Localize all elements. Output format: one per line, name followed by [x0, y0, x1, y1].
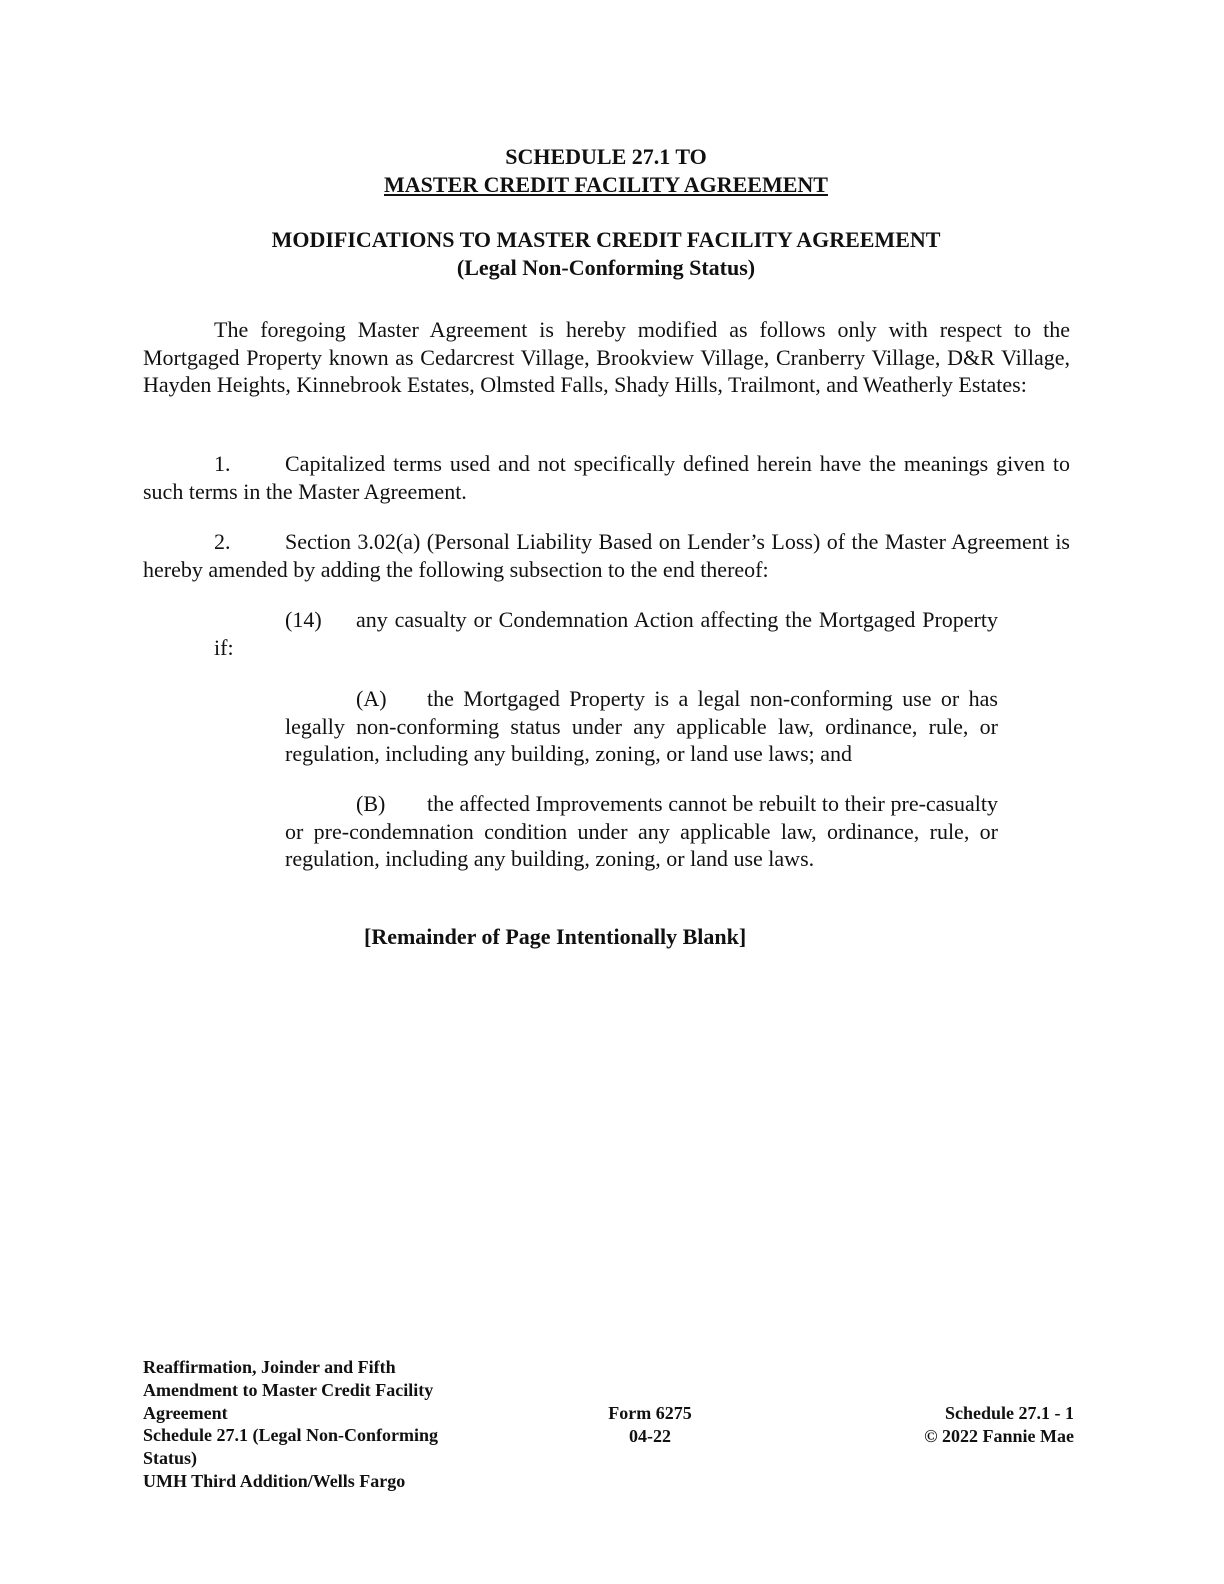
schedule-heading: SCHEDULE 27.1 TO [505, 144, 707, 169]
footer-left-line: Reaffirmation, Joinder and Fifth [143, 1357, 396, 1377]
item-1 [143, 450, 1070, 505]
footer-left-line: Amendment to Master Credit Facility [143, 1379, 434, 1400]
form-number: Form 6275 [608, 1403, 692, 1423]
footer-left-line: Schedule 27.1 (Legal Non-Conforming [143, 1425, 439, 1446]
document-subtitle: (Legal Non-Conforming Status) [456, 255, 756, 280]
agreement-heading [0, 171, 1212, 199]
subsection-a [285, 685, 998, 768]
subsection-b-text: the affected Improvements cannot be rebuilt to their pre-casualty or pre-condemnation condition under any applicable law, ordinance, rule, or regulation, including any building, zoning, or land use laws. [285, 791, 998, 871]
subsection-14-label: (14) [285, 607, 322, 632]
footer-left-line: Agreement [143, 1402, 228, 1423]
item-2 [143, 528, 1070, 583]
footer-center [590, 1402, 710, 1448]
subsection-b-label: (B) [356, 791, 386, 816]
document-title: MODIFICATIONS TO MASTER CREDIT FACILITY AGREEMENT [271, 227, 941, 252]
schedule-page-number: Schedule 27.1 - 1 [944, 1403, 1074, 1423]
item-1-text: Capitalized terms used and not specifically defined herein have the meanings given to such terms in the Master Agreement. [143, 451, 1070, 504]
footer-left-line: UMH Third Addition/Wells Fargo [143, 1470, 406, 1491]
subsection-b [285, 790, 998, 873]
subsection-14-text: any casualty or Condemnation Action affecting the Mortgaged Property if: [214, 607, 998, 660]
subsection-a-text: the Mortgaged Property is a legal non-conforming use or has legally non-conforming status under any applicable law, ordinance, rule, or regulation, including any building, zoning, or land use laws; and [285, 686, 998, 766]
footer-left [143, 1356, 503, 1493]
agreement-heading-text: MASTER CREDIT FACILITY AGREEMENT [384, 172, 828, 197]
remainder-note: [Remainder of Page Intentionally Blank] [364, 924, 747, 949]
item-2-number: 2. [214, 529, 231, 554]
form-date: 04-22 [629, 1425, 671, 1446]
item-2-text: Section 3.02(a) (Personal Liability Based on Lender’s Loss) of the Master Agreement is hereby amended by adding the following subsection to the end thereof: [143, 529, 1070, 582]
intro-paragraph: The foregoing Master Agreement is hereby modified as follows only with respect to the Mortgaged Property known as Cedarcrest Village, Brookview Village, Cranberry Village, D&R Village, Hayden Heights, Kinnebrook Estates, Olmsted Falls, Shady Hills, Trailmont, and Weatherly Estates: [143, 317, 1070, 397]
footer-left-line: Status) [143, 1448, 198, 1469]
footer-right [860, 1402, 1074, 1448]
subsection-a-label: (A) [356, 686, 387, 711]
subsection-14 [214, 606, 998, 661]
copyright: © 2022 Fannie Mae [924, 1425, 1074, 1446]
item-1-number: 1. [214, 451, 231, 476]
